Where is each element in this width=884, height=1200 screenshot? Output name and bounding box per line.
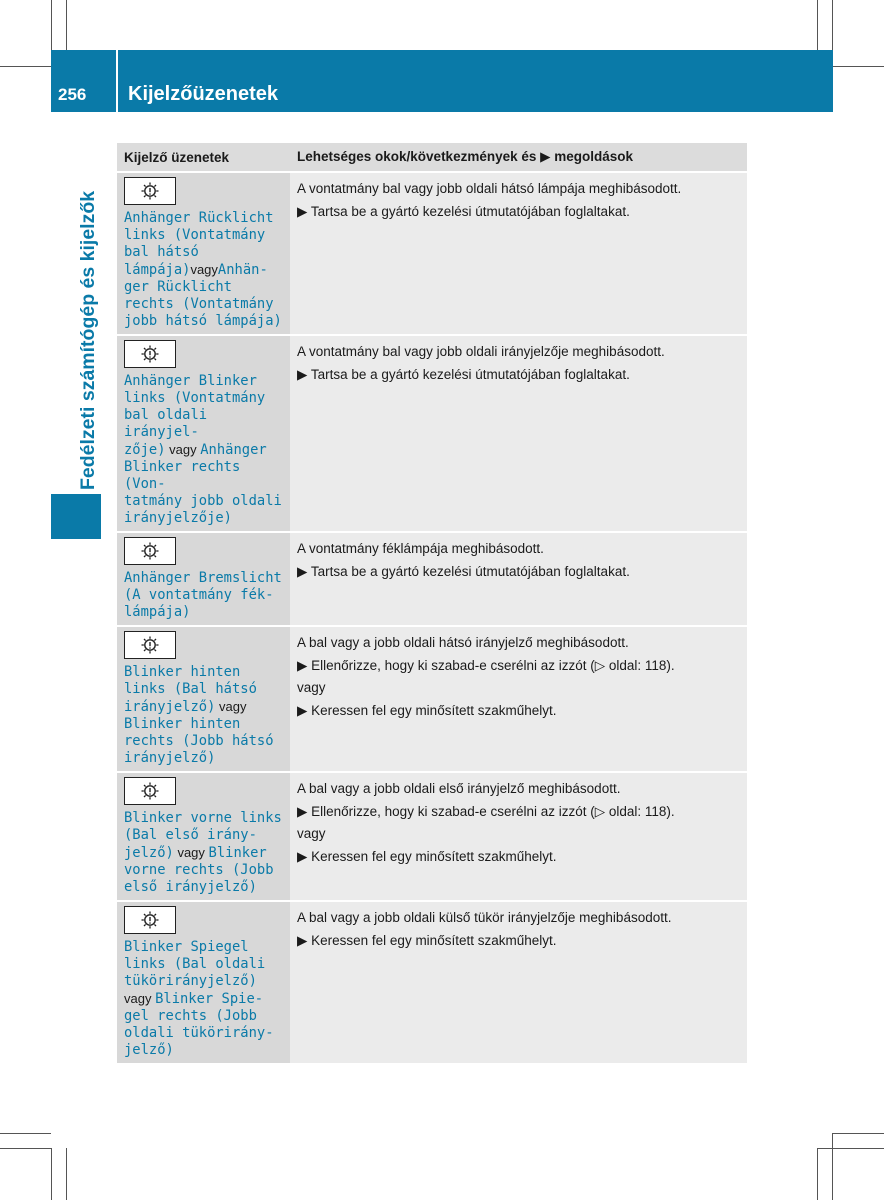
display-message-text bbox=[124, 210, 283, 330]
cause-solution-cell bbox=[290, 173, 747, 336]
display-message-text bbox=[124, 939, 283, 1059]
column-header-display: Kijelző üzenetek bbox=[117, 143, 290, 173]
lamp-fault-icon bbox=[136, 540, 164, 562]
display-message-cell bbox=[117, 627, 290, 773]
display-message-segment: Anhänger Blinker links (Vontatmány bal oldali irányjel- zője) bbox=[124, 373, 266, 458]
display-icon-frame bbox=[124, 631, 176, 659]
display-message-cell bbox=[117, 173, 290, 336]
lamp-fault-icon bbox=[136, 180, 164, 202]
cause-text: vagy bbox=[297, 680, 326, 695]
lamp-fault-icon bbox=[136, 634, 164, 656]
display-message-cell bbox=[117, 533, 290, 627]
crop-mark bbox=[833, 66, 884, 67]
lamp-fault-icon bbox=[136, 343, 164, 365]
header-divider bbox=[116, 50, 118, 112]
solution-step: ▶ Keressen fel egy minősített szakműhelyt. bbox=[297, 932, 557, 948]
cause-text: A vontatmány féklámpája meghibásodott. bbox=[297, 541, 544, 556]
connector-text: vagy bbox=[218, 699, 247, 714]
display-messages-table bbox=[117, 143, 747, 1065]
solution-step: ▶ Tartsa be a gyártó kezelési útmutatójában foglaltakat. bbox=[297, 366, 630, 382]
table-row bbox=[117, 902, 747, 1065]
crop-mark bbox=[832, 1133, 833, 1200]
page-title: Kijelzőüzenetek bbox=[128, 83, 279, 105]
crop-mark bbox=[0, 66, 51, 67]
display-message-segment: Anhänger Bremslicht (A vontatmány fék- lámpája) bbox=[124, 570, 282, 620]
solution-step: ▶ Keressen fel egy minősített szakműhelyt. bbox=[297, 702, 557, 718]
display-message-segment: Blinker vorne links (Bal első irány- jelző) bbox=[124, 810, 282, 861]
display-icon-frame bbox=[124, 340, 176, 368]
lamp-fault-icon bbox=[136, 780, 164, 802]
solution-step: ▶ Tartsa be a gyártó kezelési útmutatójában foglaltakat. bbox=[297, 203, 630, 219]
display-message-text bbox=[124, 570, 283, 621]
table-row bbox=[117, 533, 747, 627]
cause-solution-cell bbox=[290, 773, 747, 902]
crop-mark bbox=[833, 1133, 884, 1134]
display-message-text bbox=[124, 373, 283, 527]
connector-text: vagy bbox=[165, 442, 201, 457]
crop-mark bbox=[0, 1133, 51, 1134]
display-message-segment: Blinker hinten links (Bal hátsó irányjelző) bbox=[124, 664, 257, 715]
section-side-tab: Fedélzeti számítógép és kijelzők bbox=[77, 190, 99, 490]
cause-text: A bal vagy a jobb oldali első irányjelző meghibásodott. bbox=[297, 781, 621, 796]
cause-text: A vontatmány bal vagy jobb oldali irányjelzője meghibásodott. bbox=[297, 344, 665, 359]
connector-text: vagy bbox=[190, 262, 218, 277]
crop-mark bbox=[818, 1148, 884, 1149]
cause-text: A bal vagy a jobb oldali hátsó irányjelző meghibásodott. bbox=[297, 635, 629, 650]
crop-mark bbox=[51, 0, 52, 50]
cause-solution-cell bbox=[290, 627, 747, 773]
solution-step: ▶ Tartsa be a gyártó kezelési útmutatójában foglaltakat. bbox=[297, 563, 630, 579]
page-number: 256 bbox=[58, 85, 87, 104]
cause-solution-cell bbox=[290, 336, 747, 533]
column-header-causes: Lehetséges okok/következmények és ▶ megoldások bbox=[290, 143, 747, 173]
lamp-fault-icon bbox=[136, 909, 164, 931]
display-icon-frame bbox=[124, 777, 176, 805]
table-row bbox=[117, 336, 747, 533]
display-message-cell bbox=[117, 773, 290, 902]
side-tab-marker bbox=[51, 494, 101, 539]
display-message-segment: Anhän- ger Rücklicht rechts (Vontatmány jobb hátsó lámpája) bbox=[124, 262, 282, 329]
crop-mark bbox=[66, 0, 67, 50]
display-message-cell bbox=[117, 902, 290, 1065]
connector-text: vagy bbox=[124, 991, 156, 1006]
crop-mark bbox=[66, 1148, 67, 1200]
display-message-segment: Anhänger Blinker rechts (Von- tatmány jobb oldali irányjelzője) bbox=[124, 442, 282, 526]
crop-mark bbox=[51, 1148, 52, 1200]
display-icon-frame bbox=[124, 177, 176, 205]
connector-text: vagy bbox=[173, 845, 209, 860]
table-row bbox=[117, 173, 747, 336]
display-message-segment: Blinker Spie- gel rechts (Jobb oldali tükörirány- jelző) bbox=[124, 991, 274, 1058]
display-icon-frame bbox=[124, 906, 176, 934]
display-message-text bbox=[124, 810, 283, 896]
display-message-segment: Blinker Spiegel links (Bal oldali tükörirányjelző) bbox=[124, 939, 266, 989]
solution-step: ▶ Keressen fel egy minősített szakműhelyt. bbox=[297, 848, 557, 864]
cause-text: vagy bbox=[297, 826, 326, 841]
crop-mark bbox=[817, 0, 818, 50]
display-message-cell bbox=[117, 336, 290, 533]
solution-step: ▶ Ellenőrizze, hogy ki szabad-e cserélni az izzót (▷ oldal: 118). bbox=[297, 657, 675, 673]
table-row bbox=[117, 773, 747, 902]
solution-step: ▶ Ellenőrizze, hogy ki szabad-e cserélni az izzót (▷ oldal: 118). bbox=[297, 803, 675, 819]
display-message-text bbox=[124, 664, 283, 767]
cause-text: A bal vagy a jobb oldali külső tükör irányjelzője meghibásodott. bbox=[297, 910, 672, 925]
table-row bbox=[117, 627, 747, 773]
display-icon-frame bbox=[124, 537, 176, 565]
cause-solution-cell bbox=[290, 533, 747, 627]
crop-mark bbox=[0, 1148, 51, 1149]
crop-mark bbox=[832, 0, 833, 50]
display-message-segment: Blinker vorne rechts (Jobb első irányjelző) bbox=[124, 845, 274, 895]
display-message-segment: Blinker hinten rechts (Jobb hátsó irányjelző) bbox=[124, 716, 274, 766]
display-message-segment: Anhänger Rücklicht links (Vontatmány bal hátsó lámpája) bbox=[124, 210, 274, 278]
cause-text: A vontatmány bal vagy jobb oldali hátsó lámpája meghibásodott. bbox=[297, 181, 682, 196]
cause-solution-cell bbox=[290, 902, 747, 1065]
crop-mark bbox=[817, 1148, 818, 1200]
table-header-row bbox=[117, 143, 747, 173]
